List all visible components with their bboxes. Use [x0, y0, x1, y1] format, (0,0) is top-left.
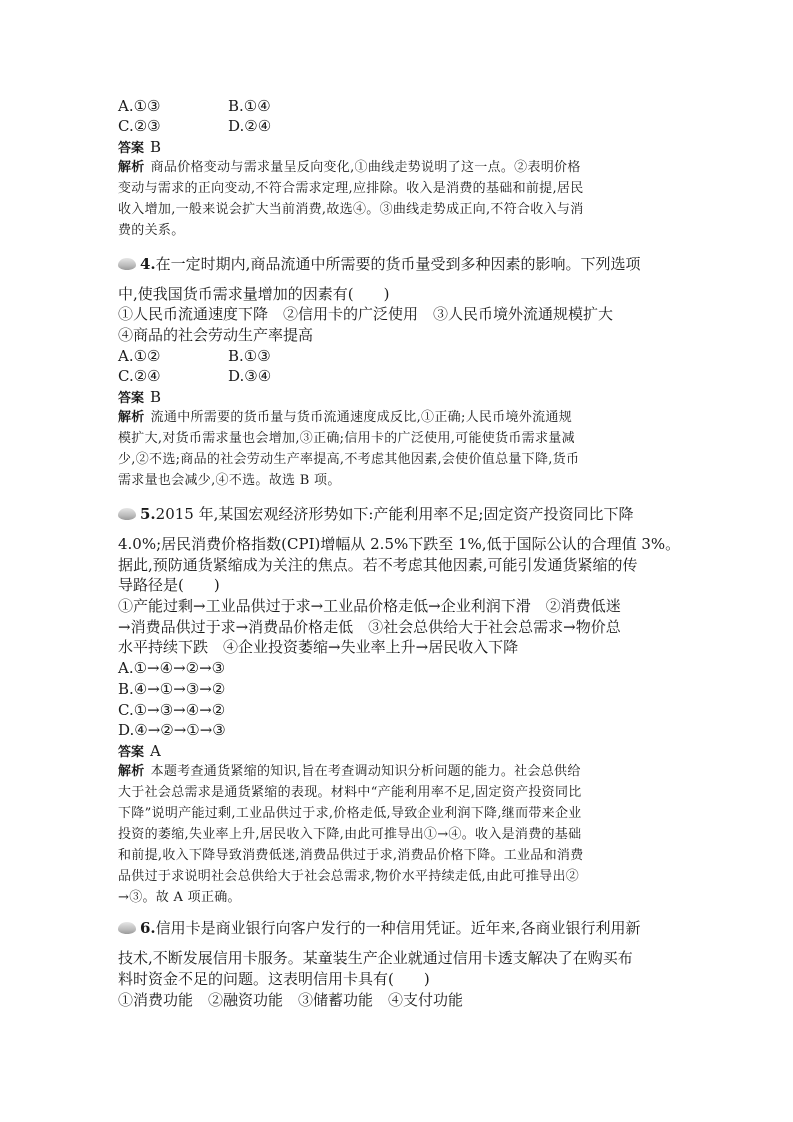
- q6-stem-line-1: 6.信用卡是商业银行向客户发行的一种信用凭证。近年来,各商业银行利用新: [140, 919, 641, 937]
- option-b[interactable]: B.①④: [228, 97, 271, 115]
- answer-label: 答案: [118, 141, 145, 156]
- q5-stem-line-1: 5.2015 年,某国宏观经济形势如下:产能利用率不足;固定资产投资同比下降: [140, 505, 634, 523]
- q5-analysis-line-5: 和前提,收入下降导致消费低迷,消费品供过于求,消费品价格下降。工业品和消费: [118, 848, 584, 863]
- prev-answer: [118, 137, 161, 159]
- answer-value: B: [150, 138, 162, 156]
- q5-items-line-3: 水平持续下跌 ④企业投资萎缩→失业率上升→居民收入下降: [118, 638, 519, 656]
- prev-analysis-line-1: 解析 商品价格变动与需求量呈反向变化,①曲线走势说明了这一点。②表明价格: [118, 160, 581, 175]
- option-a[interactable]: A.①②: [118, 347, 161, 365]
- option-b[interactable]: B.④→①→③→②: [118, 680, 226, 698]
- q5-analysis-line-2: 大于社会总需求是通货紧缩的表现。材料中“产能利用率不足,固定资产投资同比: [118, 785, 582, 800]
- q5-number: 5.: [140, 505, 156, 523]
- q4-analysis-line-3: 少,②不选;商品的社会劳动生产率提高,不考虑其他因素,会使价值总量下降,货币: [118, 452, 580, 467]
- prev-analysis-line-2: 变动与需求的正向变动,不符合需求定理,应排除。收入是消费的基础和前提,居民: [118, 181, 584, 196]
- answer-value: A: [150, 742, 161, 760]
- option-c[interactable]: C.②④: [118, 367, 161, 385]
- q4-analysis-line-1: 解析 流通中所需要的货币量与货币流通速度成反比,①正确;人民币境外流通规: [118, 410, 573, 425]
- answer-label: 答案: [118, 745, 145, 760]
- prev-options-row-1: [118, 96, 271, 116]
- q5-analysis-line-4: 投资的萎缩,失业率上升,居民收入下降,由此可推导出①→④。收入是消费的基础: [118, 827, 582, 842]
- q5-items-line-1: ①产能过剩→工业品供过于求→工业品价格走低→企业利润下滑 ②消费低迷: [118, 597, 621, 615]
- q5-stem-line-4: 导路径是( ): [118, 576, 220, 594]
- q4-analysis-line-4: 需求量也会减少,④不选。故选 B 项。: [118, 473, 341, 488]
- option-b[interactable]: B.①③: [228, 347, 271, 365]
- q4-stem-line-1: 4.在一定时期内,商品流通中所需要的货币量受到多种因素的影响。下列选项: [140, 255, 641, 273]
- answer-label: 答案: [118, 391, 145, 406]
- option-c[interactable]: C.①→③→④→②: [118, 701, 226, 719]
- q4-stem-line-2: 中,使我国货币需求量增加的因素有( ): [118, 285, 390, 303]
- option-d[interactable]: D.④→②→①→③: [118, 721, 226, 739]
- analysis-label: 解析: [118, 764, 145, 779]
- q5-analysis-line-6: 品供过于求说明社会总供给大于社会总需求,物价水平持续走低,由此可推导出②: [118, 869, 580, 884]
- q4-items-line-2: ④商品的社会劳动生产率提高: [118, 326, 314, 344]
- q6-stem-line-3: 料时资金不足的问题。这表明信用卡具有( ): [118, 970, 430, 988]
- option-c[interactable]: C.②③: [118, 117, 161, 135]
- analysis-label: 解析: [118, 410, 145, 425]
- option-a[interactable]: A.①③: [118, 97, 161, 115]
- q4-options-row-2: [118, 366, 271, 386]
- q4-analysis-line-2: 模扩大,对货币需求量也会增加,③正确;信用卡的广泛使用,可能使货币需求量减: [118, 431, 575, 446]
- prev-analysis-line-3: 收入增加,一般来说会扩大当前消费,故选④。③曲线走势成正向,不符合收入与消: [118, 202, 584, 217]
- q4-items-line-1: ①人民币流通速度下降 ②信用卡的广泛使用 ③人民币境外流通规模扩大: [118, 305, 614, 323]
- q5-stem-line-2: 4.0%;居民消费价格指数(CPI)增幅从 2.5%下跌至 1%,低于国际公认的合理值 3%。: [118, 535, 681, 553]
- q4-number: 4.: [140, 255, 156, 273]
- q4-options-row-1: [118, 346, 271, 366]
- option-d[interactable]: D.③④: [228, 367, 272, 385]
- q5-items-line-2: →消费品供过于求→消费品价格走低 ③社会总供给大于社会总需求→物价总: [118, 618, 621, 636]
- option-d[interactable]: D.②④: [228, 117, 272, 135]
- q5-analysis-line-3: 下降”说明产能过剩,工业品供过于求,价格走低,导致企业利润下降,继而带来企业: [118, 806, 582, 821]
- analysis-label: 解析: [118, 160, 145, 175]
- q5-stem-line-3: 据此,预防通货紧缩成为关注的焦点。若不考虑其他因素,可能引发通货紧缩的传: [118, 556, 638, 574]
- prev-analysis-line-4: 费的关系。: [118, 223, 185, 238]
- q6-number: 6.: [140, 919, 156, 937]
- q4-answer: [118, 387, 161, 409]
- q5-analysis-line-7: →③。故 A 项正确。: [118, 890, 241, 905]
- q5-answer: [118, 741, 161, 763]
- answer-value: B: [150, 388, 162, 406]
- q5-analysis-line-1: 解析 本题考查通货紧缩的知识,旨在考查调动知识分析问题的能力。社会总供给: [118, 764, 581, 779]
- option-a[interactable]: A.①→④→②→③: [118, 659, 226, 677]
- q6-items-line-1: ①消费功能 ②融资功能 ③储蓄功能 ④支付功能: [118, 991, 464, 1009]
- q6-stem-line-2: 技术,不断发展信用卡服务。某童装生产企业就通过信用卡透支解决了在购买布: [118, 949, 633, 967]
- prev-options-row-2: [118, 116, 271, 136]
